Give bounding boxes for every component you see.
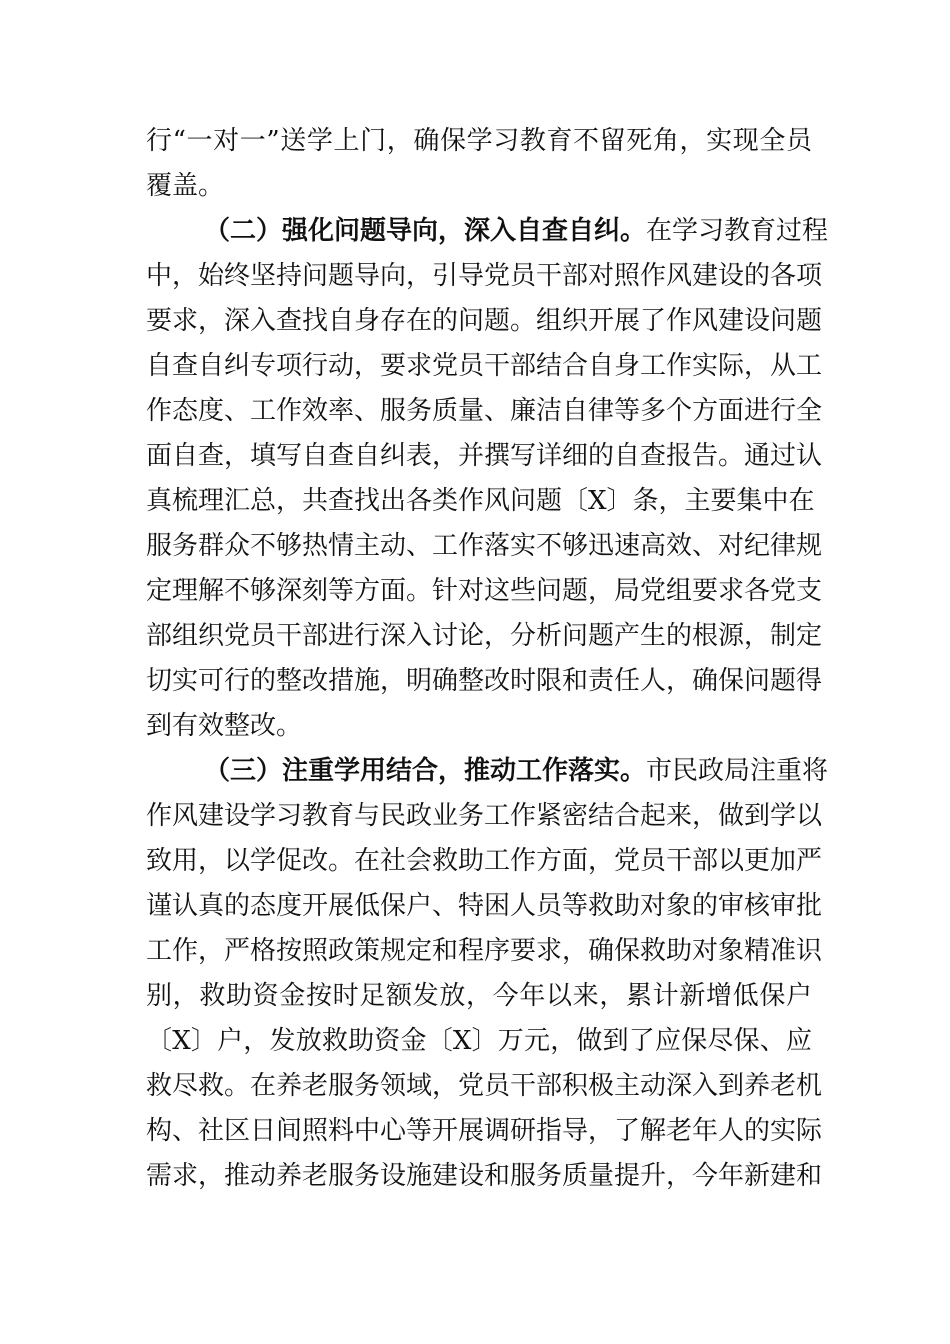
paragraph-3-line: 作风建设学习教育与民政业务工作紧密结合起来，做到学以 [146,801,823,831]
paragraph-2-line: 真梳理汇总，共查找出各类作风问题〔X〕条，主要集中在 [146,486,815,516]
paragraph-2-first-line [204,211,829,251]
paragraph-3-first-line [204,751,829,791]
paragraph-2-line: 作态度、工作效率、服务质量、廉洁自律等多个方面进行全 [146,396,823,426]
paragraph-2-line: 到有效整改。 [146,711,303,741]
paragraph-3-heading: （三）注重学用结合，推动工作落实。 [204,756,647,786]
paragraph-3-first-line-text: 市民政局注重将 [646,756,829,786]
paragraph-2-line: 定理解不够深刻等方面。针对这些问题，局党组要求各党支 [146,576,823,606]
paragraph-3-line: 〔X〕户，发放救助资金〔X〕万元，做到了应保尽保、应 [146,1026,812,1056]
paragraph-1-line: 覆盖。 [146,171,225,201]
paragraph-3-line: 谨认真的态度开展低保户、特困人员等救助对象的审核审批 [146,891,823,921]
paragraph-3-line: 工作，严格按照政策规定和程序要求，确保救助对象精准识 [146,936,823,966]
paragraph-2-line: 服务群众不够热情主动、工作落实不够迅速高效、对纪律规 [146,531,823,561]
paragraph-3-line: 致用，以学促改。在社会救助工作方面，党员干部以更加严 [146,846,823,876]
paragraph-1-line: 行“一对一”送学上门，确保学习教育不留死角，实现全员 [146,126,812,156]
paragraph-2-line: 面自查，填写自查自纠表，并撰写详细的自查报告。通过认 [146,441,823,471]
paragraph-2-first-line-text: 在学习教育过程 [646,216,829,246]
paragraph-3-line: 需求，推动养老服务设施建设和服务质量提升，今年新建和 [146,1161,823,1191]
paragraph-2-line: 自查自纠专项行动，要求党员干部结合自身工作实际，从工 [146,351,823,381]
paragraph-2-line: 要求，深入查找自身存在的问题。组织开展了作风建设问题 [146,306,823,336]
paragraph-3-line: 别，救助资金按时足额发放，今年以来，累计新增低保户 [146,981,812,1011]
paragraph-2-line: 部组织党员干部进行深入讨论，分析问题产生的根源，制定 [146,621,823,651]
paragraph-3-line: 救尽救。在养老服务领域，党员干部积极主动深入到养老机 [146,1071,823,1101]
paragraph-3-line: 构、社区日间照料中心等开展调研指导，了解老年人的实际 [146,1116,823,1146]
paragraph-2-heading: （二）强化问题导向，深入自查自纠。 [204,216,647,246]
paragraph-2-line: 中，始终坚持问题导向，引导党员干部对照作风建设的各项 [146,261,823,291]
paragraph-2-line: 切实可行的整改措施，明确整改时限和责任人，确保问题得 [146,666,823,696]
